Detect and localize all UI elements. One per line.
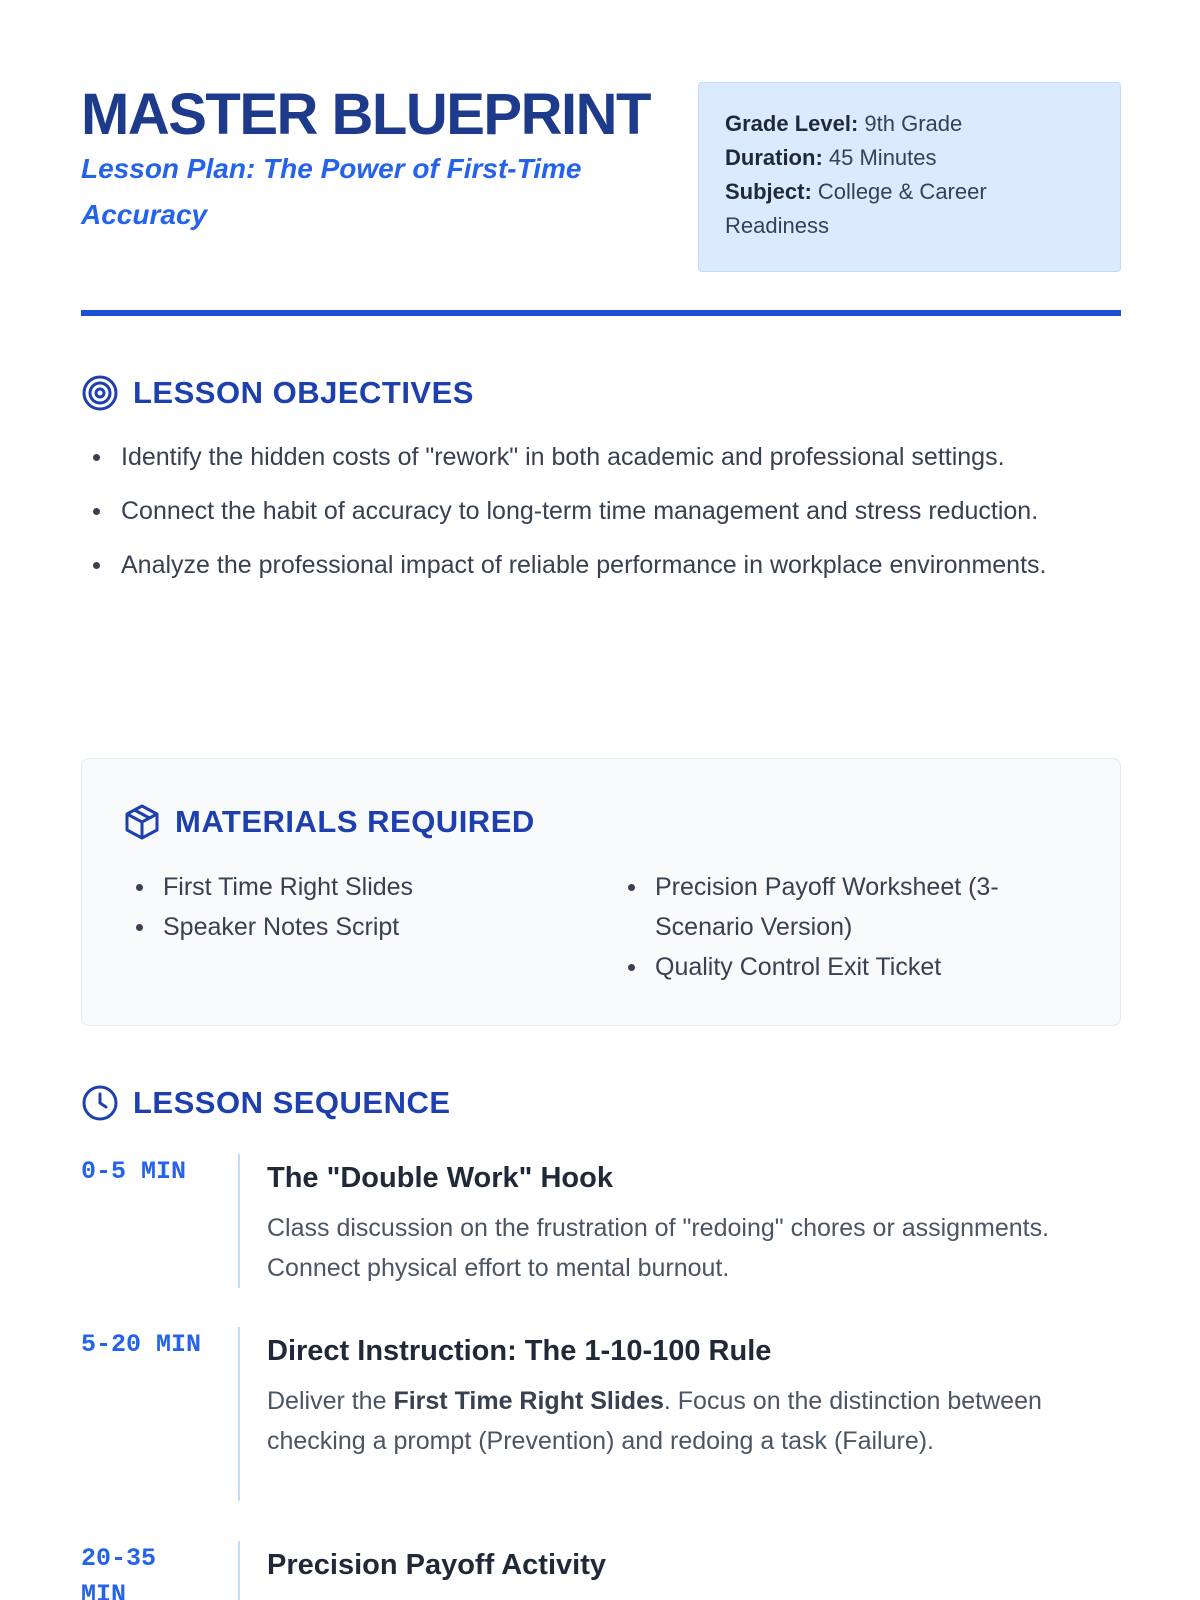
- list-item: Identify the hidden costs of "rework" in both academic and professional settings.: [81, 437, 1081, 477]
- grade-level-row: [725, 107, 1094, 141]
- package-icon: [123, 803, 161, 841]
- list-item: Precision Payoff Worksheet (3-Scenario Version): [615, 867, 1085, 947]
- step-description-text: . Focus on the distinction between checking a prompt (Prevention) and redoing a task (Failure).: [267, 1387, 1042, 1455]
- duration-label: Duration:: [725, 145, 823, 170]
- objectives-title: LESSON OBJECTIVES: [133, 375, 474, 410]
- list-item: Quality Control Exit Ticket: [615, 947, 1085, 987]
- timeline-line: [238, 1541, 240, 1600]
- list-item: Connect the habit of accuracy to long-term time management and stress reduction.: [81, 491, 1081, 531]
- step-time: 0-5 MIN: [81, 1157, 187, 1186]
- materials-title: MATERIALS REQUIRED: [175, 804, 535, 839]
- list-item: Speaker Notes Script: [123, 907, 563, 947]
- step-body: [267, 1541, 1067, 1585]
- step-description-emphasis: First Time Right Slides: [393, 1387, 664, 1415]
- list-item: First Time Right Slides: [123, 867, 563, 907]
- timeline-line: [238, 1327, 240, 1501]
- subject-row: [725, 175, 1094, 243]
- step-time: 5-20 MIN: [81, 1330, 202, 1359]
- step-time: 20-35 MIN: [81, 1544, 157, 1600]
- step-body: [267, 1154, 1067, 1288]
- step-body: [267, 1327, 1067, 1461]
- objectives-heading: [81, 374, 474, 412]
- grade-level-label: Grade Level:: [725, 111, 859, 136]
- page-subtitle: Lesson Plan: The Power of First-Time Accuracy: [81, 153, 582, 230]
- target-icon: [81, 374, 119, 412]
- header-divider: [81, 310, 1121, 316]
- lesson-info-box: [698, 82, 1121, 272]
- materials-heading: [123, 803, 535, 841]
- materials-list-right: [615, 867, 1085, 987]
- duration-value: 45 Minutes: [828, 145, 937, 170]
- sequence-title: LESSON SEQUENCE: [133, 1085, 451, 1120]
- grade-level-value: 9th Grade: [864, 111, 963, 136]
- objectives-list: [81, 437, 1081, 599]
- step-title: Precision Payoff Activity: [267, 1549, 606, 1581]
- step-description: Class discussion on the frustration of "redoing" chores or assignments. Connect physical effort to mental burnout.: [267, 1214, 1050, 1282]
- step-title: Direct Instruction: The 1-10-100 Rule: [267, 1335, 772, 1367]
- subject-value: College & Career Readiness: [725, 179, 987, 238]
- step-description-text: Deliver the: [267, 1387, 394, 1415]
- materials-list-left: [123, 867, 563, 947]
- step-title: The "Double Work" Hook: [267, 1162, 613, 1194]
- page-title: MASTER BLUEPRINT: [81, 82, 650, 147]
- timeline-line: [238, 1154, 240, 1288]
- step-description: [267, 1381, 1067, 1461]
- sequence-heading: [81, 1084, 451, 1122]
- list-item: Analyze the professional impact of reliable performance in workplace environments.: [81, 545, 1081, 585]
- materials-panel: [81, 758, 1121, 1026]
- subject-label: Subject:: [725, 179, 812, 204]
- duration-row: [725, 141, 1094, 175]
- header: [81, 82, 1121, 282]
- clock-icon: [81, 1084, 119, 1122]
